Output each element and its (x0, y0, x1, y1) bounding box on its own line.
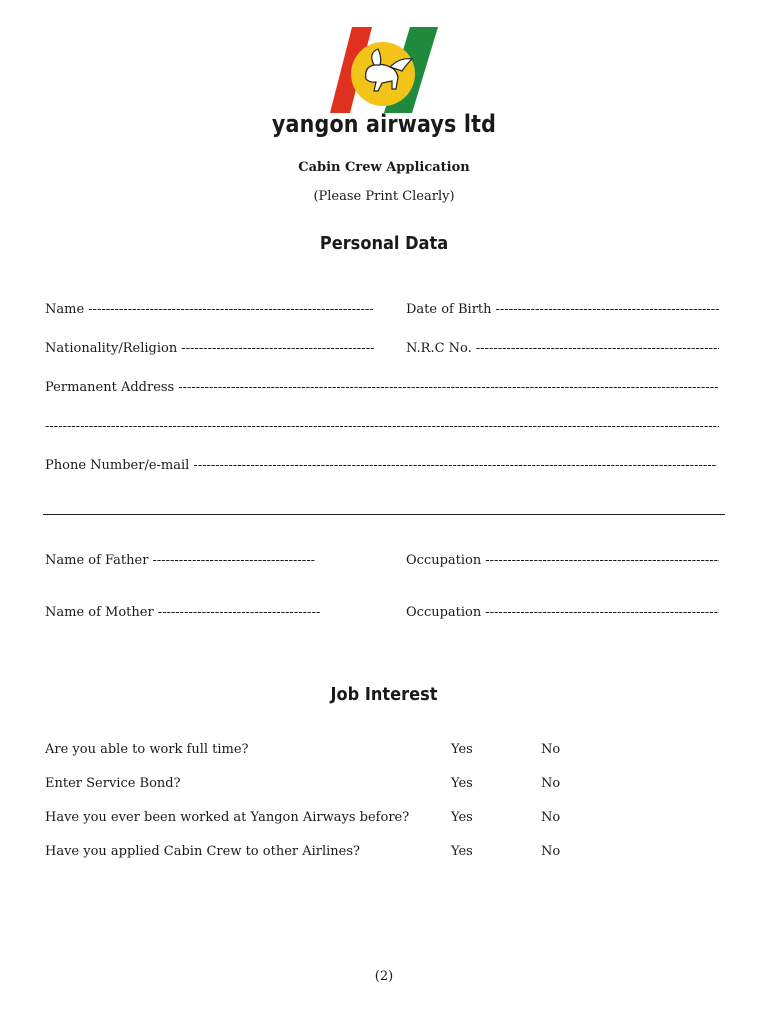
form-title: Cabin Crew Application (298, 160, 470, 175)
permanent-address-field[interactable] (45, 380, 719, 395)
permanent-address-label: Permanent Address (45, 380, 175, 395)
option-no[interactable]: No (541, 776, 561, 791)
date-of-birth-field[interactable] (406, 302, 719, 317)
mother-occupation-label: Occupation (406, 605, 482, 620)
section-divider (43, 514, 725, 515)
yangon-airways-logo-icon (330, 27, 438, 113)
nrc-number-label: N.R.C No. (406, 341, 472, 356)
mother-name-label: Name of Mother (45, 605, 154, 620)
option-yes[interactable]: Yes (451, 742, 473, 757)
job-interest-heading: Job Interest (330, 684, 438, 705)
father-occupation-field[interactable] (406, 553, 719, 568)
option-yes[interactable]: Yes (451, 776, 473, 791)
question-service-bond: Enter Service Bond? (45, 776, 181, 791)
personal-data-heading: Personal Data (319, 233, 449, 254)
mother-name-field[interactable] (45, 605, 320, 620)
company-name: yangon airways ltd (271, 110, 497, 138)
name-label: Name (45, 302, 85, 317)
mother-occupation-field[interactable] (406, 605, 719, 620)
question-worked-before: Have you ever been worked at Yangon Airways before? (45, 810, 410, 825)
phone-email-field[interactable] (45, 458, 717, 473)
permanent-address-line-2[interactable] (45, 419, 719, 434)
father-occupation-label: Occupation (406, 553, 482, 568)
option-no[interactable]: No (541, 844, 561, 859)
question-other-airlines: Have you applied Cabin Crew to other Airlines? (45, 844, 361, 859)
nationality-religion-field[interactable] (45, 341, 375, 356)
form-note: (Please Print Clearly) (313, 189, 455, 204)
question-full-time: Are you able to work full time? (45, 742, 249, 757)
option-no[interactable]: No (541, 810, 561, 825)
phone-email-label: Phone Number/e-mail (45, 458, 190, 473)
nrc-number-field[interactable] (406, 341, 719, 356)
date-of-birth-label: Date of Birth (406, 302, 492, 317)
name-field[interactable] (45, 302, 373, 317)
nationality-religion-label: Nationality/Religion (45, 341, 178, 356)
option-yes[interactable]: Yes (451, 810, 473, 825)
father-name-field[interactable] (45, 553, 315, 568)
father-name-label: Name of Father (45, 553, 149, 568)
option-no[interactable]: No (541, 742, 561, 757)
option-yes[interactable]: Yes (451, 844, 473, 859)
page-number: (2) (374, 969, 394, 984)
